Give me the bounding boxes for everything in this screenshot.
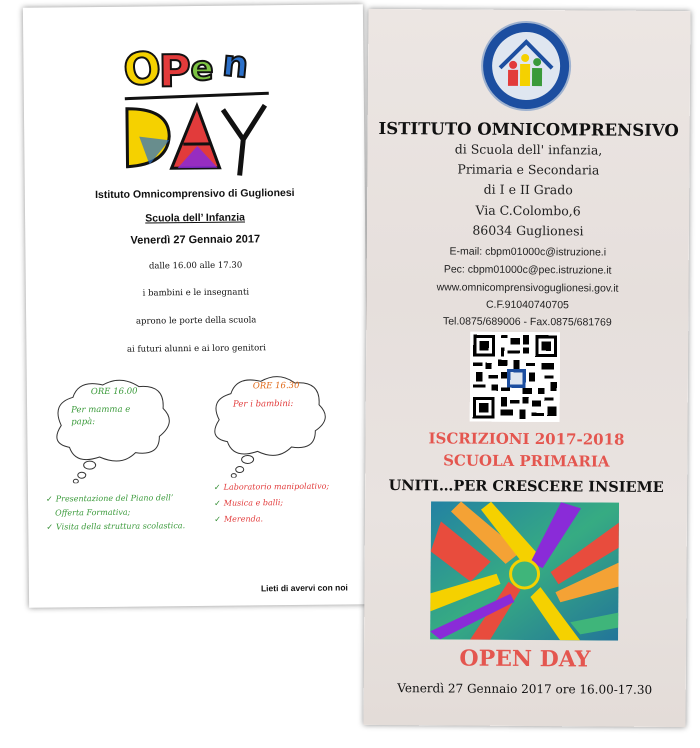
colorful-hands-image	[430, 501, 619, 640]
brochure-motto: UNITI…PER CRESCERE INSIEME	[388, 477, 664, 496]
brochure-event: OPEN DAY	[459, 645, 591, 673]
check-icon: ✓	[213, 482, 221, 492]
brochure-sub-3: di I e II Grado	[483, 181, 573, 198]
brochure-pec: Pec: cbpm01000c@pec.istruzione.it	[443, 263, 612, 277]
flyer-left-item-1b: Offerta Formativa;	[55, 507, 131, 518]
brochure-address-2: 86034 Guglionesi	[472, 222, 584, 239]
cloud-right-time: ORE 16.30	[252, 380, 300, 392]
open-day-flyer	[23, 4, 369, 608]
flyer-line-3: aprono le porte della scuola	[135, 315, 257, 327]
check-icon: ✓	[46, 522, 54, 532]
brochure-email: E-mail: cbpm01000c@istruzione.i	[449, 245, 607, 259]
flyer-institute: Istituto Omnicomprensivo di Guglionesi	[95, 186, 295, 202]
brochure-phones: Tel.0875/689006 - Fax.0875/681769	[442, 315, 612, 329]
brochure-title: ISTITUTO OMNICOMPRENSIVO	[378, 118, 679, 141]
brochure-website: www.omnicomprensivoguglionesi.gov.it	[436, 281, 619, 295]
svg-text:P: P	[158, 46, 192, 98]
flyer-line-2: i bambini e le insegnanti	[142, 287, 250, 299]
school-logo-icon	[480, 20, 573, 113]
logo-open-letters	[120, 40, 251, 97]
cloud-left-text-1: Per mamma e	[71, 404, 131, 416]
svg-text:e: e	[190, 48, 214, 90]
logo-day-letters	[127, 105, 266, 176]
flyer-footer: Lieti di avervi con noi	[260, 582, 348, 594]
brochure-sub-2: Primaria e Secondaria	[457, 161, 600, 178]
brochure-cf: C.F.91040740705	[485, 298, 569, 312]
flyer-line-1: dalle 16.00 alle 17.30	[148, 260, 243, 272]
flyer-school: Scuola dell’ Infanzia	[145, 211, 246, 225]
flyer-right-item-2: ✓ Musica e balli;	[214, 498, 284, 508]
brochure-level: SCUOLA PRIMARIA	[443, 451, 610, 471]
flyer-date: Venerdì 27 Gennaio 2017	[130, 233, 261, 247]
check-icon: ✓	[214, 514, 221, 524]
cloud-right-text: Per i bambini:	[232, 398, 294, 410]
flyer-right-item-3: ✓ Merenda.	[214, 514, 264, 524]
cloud-left-text-2: papà:	[71, 417, 96, 428]
svg-text:O: O	[119, 41, 165, 98]
flyer-line-4: ai futuri alunni e ai loro genitori	[126, 343, 267, 355]
brochure-event-date: Venerdì 27 Gennaio 2017 ore 16.00-17.30	[397, 681, 653, 697]
flyer-right-item-1: ✓ Laboratorio manipolativo;	[213, 481, 330, 492]
brochure-sub-1: di Scuola dell' infanzia,	[454, 141, 603, 158]
brochure-panel	[364, 9, 691, 727]
open-day-logo	[118, 35, 280, 187]
flyer-left-item-1: ✓ Presentazione del Piano dell’	[45, 493, 174, 504]
check-icon: ✓	[45, 494, 53, 504]
flyer-left-item-2: ✓ Visita della struttura scolastica.	[46, 521, 186, 532]
brochure-enroll: ISCRIZIONI 2017-2018	[428, 429, 625, 449]
svg-text:n: n	[220, 43, 251, 87]
qr-code-icon	[470, 332, 561, 423]
brochure-address-1: Via C.Colombo,6	[475, 202, 581, 219]
cloud-left-time: ORE 16.00	[90, 386, 138, 398]
check-icon: ✓	[214, 498, 221, 508]
